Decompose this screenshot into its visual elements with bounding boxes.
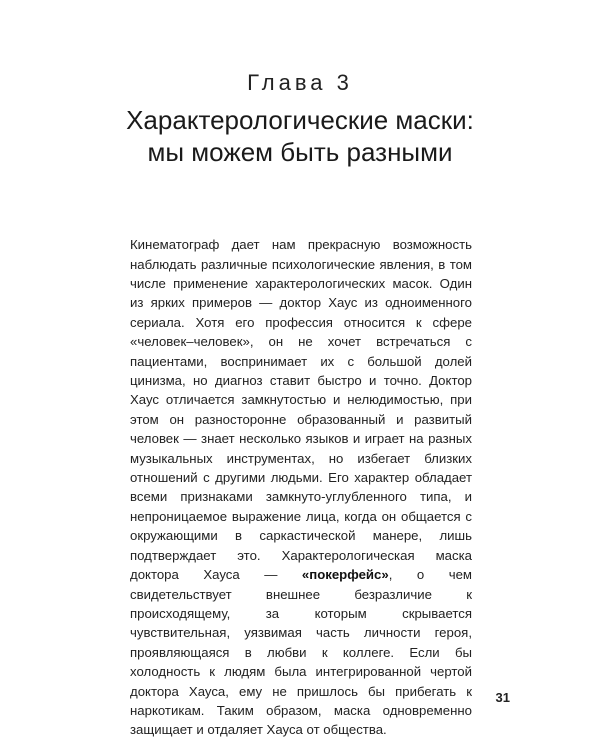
- body-text-part-2: , о чем свидетельствует внешнее безразличие к происходящему, за которым скрывается чувствительная, уязвимая часть личности героя, проявляющаяся в любви к коллеге. Если бы холодность к людям была интегрированной чертой доктора Хауса, ему не пришлось бы прибегать к наркотикам. Таким образом, маска одновременно защищает и отдаляет Хауса от общества.: [130, 567, 472, 738]
- body-paragraph: [130, 235, 472, 740]
- chapter-title-line-1: Характерологические маски:: [126, 105, 474, 135]
- bold-term: «покерфейс»: [301, 567, 389, 583]
- body-text-part-1: Кинематограф дает нам прекрасную возможность наблюдать различные психологические явления, в том числе применение характерологических масок. Один из ярких примеров — доктор Хаус из одноименного сериала. Хотя его профессия относится к сфере «человек–человек», он не хочет встречаться с пациентами, воспринимает их с большой долей цинизма, но диагноз ставит быстро и точно. Доктор Хаус отличается замкнутостью и нелюдимостью, при этом он разносторонне образованный и развитый человек — знает несколько языков и играет на разных музыкальных инструментах, но избегает близких отношений с другими людьми. Его характер обладает всеми признаками замкнуто-углубленного типа, и непроницаемое выражение лица, когда он общается с окружающими в саркастической манере, лишь подтверждает это. Характерологическая маска доктора Хауса —: [130, 237, 472, 583]
- page-number: 31: [495, 690, 510, 705]
- chapter-title-line-2: мы можем быть разными: [147, 137, 453, 167]
- chapter-title: [60, 104, 540, 168]
- chapter-label: Глава 3: [247, 70, 353, 95]
